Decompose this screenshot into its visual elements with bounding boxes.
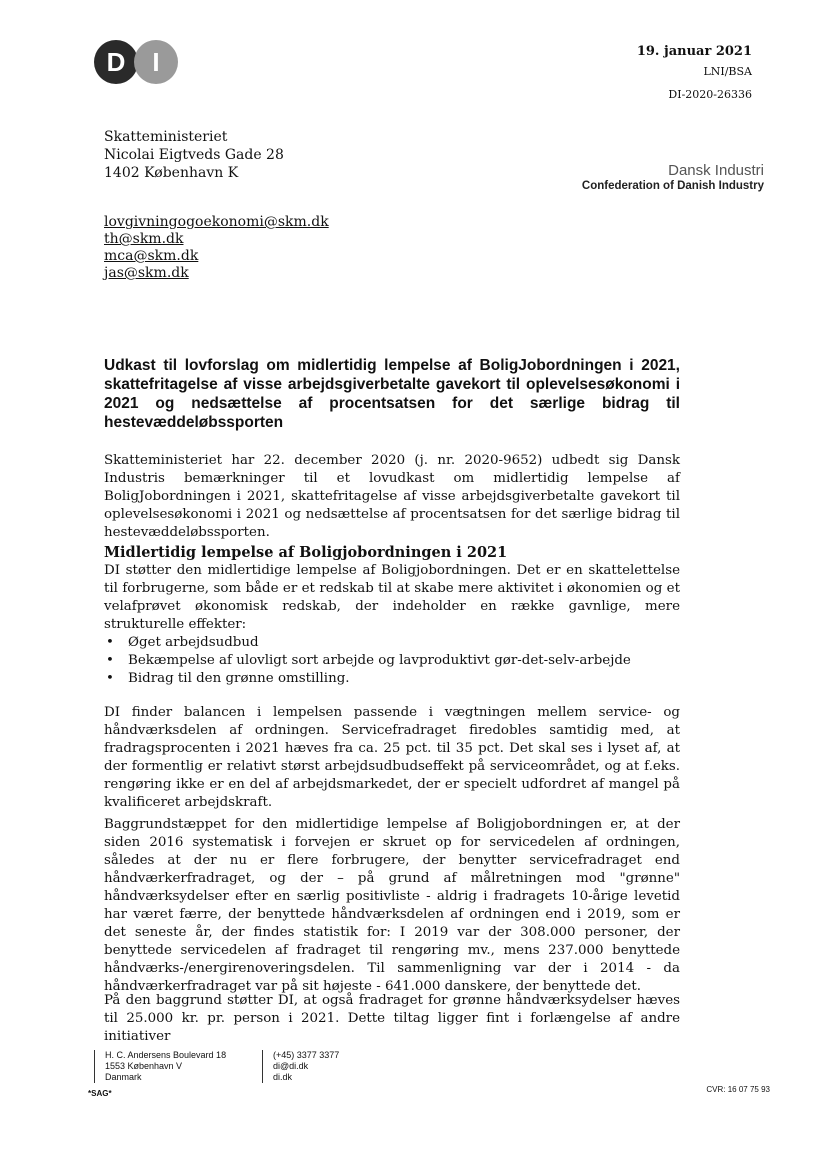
- recipient-address: [104, 128, 284, 182]
- email-link[interactable]: th@skm.dk: [104, 231, 184, 247]
- logo-i-circle: I: [134, 40, 178, 84]
- section-boligjob: [104, 544, 680, 688]
- paragraph-background: [104, 816, 680, 996]
- paragraph-text: Baggrundstæppet for den midlertidige lempelse af Boligjobordningen er, at der siden 2016 systematisk i forvejen er skruet op for servicedelen af ordningen, således at der nu er flere forbrugere, der benytter servicefradraget end håndværkerfradraget, og der – på grund af målretningen mod "grønne" håndværksydelser efter en særlig positivliste - aldrig i fradragets 10-årige levetid har været færre, der benyttede håndværksdelen af ordningen end i 2019, som er det seneste år, der findes statistik for: I 2019 var der 308.000 personer, der benyttede servicedelen af fradraget til rengøring mv., mens 237.000 benyttede håndværks-/energirenoveringsdelen. Til sammenligning var der i 2014 - da håndværkerfradraget var på sit højeste - 641.000 danskere, der benyttede det.: [104, 817, 680, 994]
- footer-line: Danmark: [105, 1072, 142, 1082]
- footer-email[interactable]: di@di.dk: [273, 1061, 309, 1071]
- recipient-line: Skatteministeriet: [104, 129, 228, 145]
- footer-address: [94, 1050, 226, 1083]
- paragraph-text: På den baggrund støtter DI, at også fradraget for grønne håndværksydelser hæves til 25.000 kr. pr. person i 2021. Dette tiltag ligger fint i forlængelse af andre initiativer: [104, 993, 680, 1044]
- di-logo: [94, 40, 180, 84]
- list-item: • Bidrag til den grønne omstilling.: [104, 670, 680, 688]
- list-item: • Bekæmpelse af ulovligt sort arbejde og lavproduktivt gør-det-selv-arbejde: [104, 652, 680, 670]
- footer-line: 1553 København V: [105, 1061, 183, 1071]
- email-link[interactable]: jas@skm.dk: [104, 265, 189, 281]
- recipient-line: 1402 København K: [104, 165, 239, 181]
- letter-meta: [637, 44, 752, 101]
- email-link[interactable]: lovgivningogoekonomi@skm.dk: [104, 214, 329, 230]
- org-name: Dansk Industri: [668, 162, 764, 179]
- footer-contact: [262, 1050, 339, 1083]
- footer-sag-mark: *SAG*: [88, 1089, 112, 1098]
- recipient-line: Nicolai Eigtveds Gade 28: [104, 147, 284, 163]
- letter-title: Udkast til lovforslag om midlertidig lempelse af BoligJobordningen i 2021, skattefritagelse af visse arbejdsgiverbetalte gavekort til oplevelsesøkonomi i 2021 og nedsættelse af procentsatsen for det særlige bidrag til hestevæddeløbssporten: [104, 357, 680, 431]
- section-intro: DI støtter den midlertidige lempelse af Boligjobordningen. Det er en skattelettelse til forbrugerne, som både er et redskab til at skabe mere aktivitet i økonomien og et velafprøvet økonomisk redskab, der indeholder en række gavnlige, mere strukturelle effekter:: [104, 563, 680, 632]
- paragraph-text: Skatteministeriet har 22. december 2020 (j. nr. 2020-9652) udbedt sig Dansk Industris bemærkninger til et lovudkast om midlertidig lempelse af BoligJobordningen i 2021, skattefritagelse af visse arbejdsgiverbetalte gavekort til oplevelsesøkonomi i 2021 og nedsættelse af procentsatsen for det særlige bidrag til hestevæddeløbssporten.: [104, 453, 680, 540]
- email-link[interactable]: mca@skm.dk: [104, 248, 199, 264]
- paragraph-support: [104, 992, 680, 1046]
- effects-list: [104, 634, 680, 688]
- footer-cvr: CVR: 16 07 75 93: [706, 1085, 770, 1094]
- org-tagline: Confederation of Danish Industry: [581, 180, 764, 192]
- recipient-emails: [104, 214, 329, 282]
- letter-date: 19. januar 2021: [636, 44, 752, 59]
- footer-phone: (+45) 3377 3377: [273, 1050, 340, 1060]
- journal-number: DI-2020-26336: [668, 88, 752, 101]
- paragraph-intro: [104, 452, 680, 542]
- list-item: • Øget arbejdsudbud: [104, 634, 680, 652]
- footer-website[interactable]: di.dk: [273, 1072, 293, 1082]
- org-block: [582, 162, 764, 192]
- logo-d-circle: D: [94, 40, 138, 84]
- section-heading: Midlertidig lempelse af Boligjobordningen i 2021: [104, 544, 508, 561]
- footer-line: H. C. Andersens Boulevard 18: [105, 1050, 227, 1060]
- paragraph-text: DI finder balancen i lempelsen passende i vægtningen mellem service- og håndværksdelen af ordningen. Servicefradraget firedobles samtidig med, at fradragsprocenten i 2021 hæves fra ca. 25 pct. til 35 pct. Det skal ses i lyset af, at der formentlig er relativt størst arbejdsudbudseffekt på serviceområdet, og at f.eks. rengøring ikke er en del af arbejdsmarkedet, der er specielt udfordret af mangel på kvalificeret arbejdskraft.: [104, 705, 680, 810]
- paragraph-balance: [104, 704, 680, 812]
- letter-initials: LNI/BSA: [703, 65, 752, 78]
